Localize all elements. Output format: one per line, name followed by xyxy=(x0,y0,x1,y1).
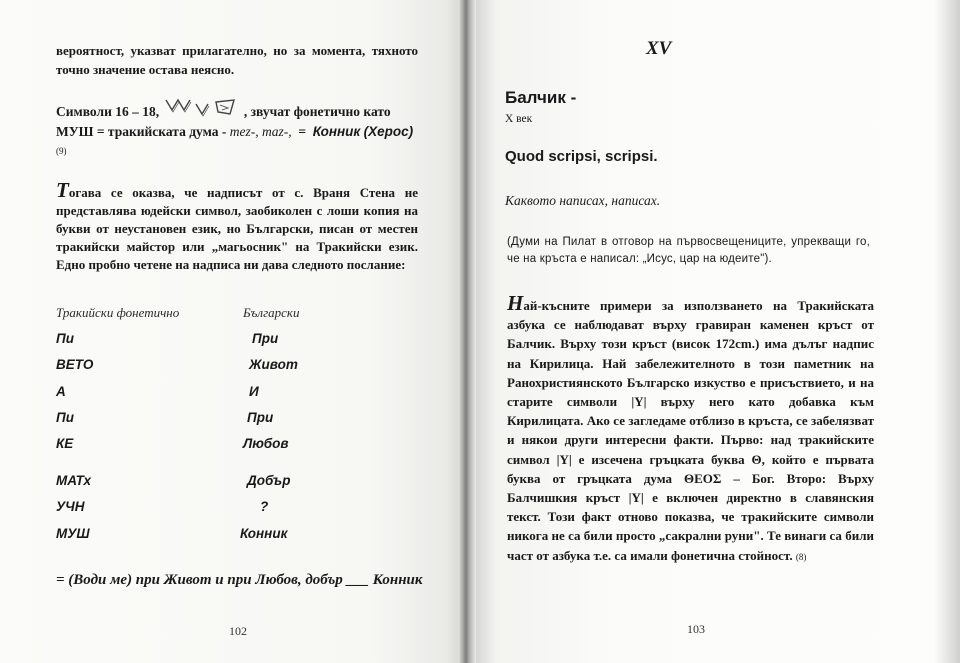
table-cell-bulgarian: И xyxy=(249,384,259,399)
rider-word: Конник xyxy=(312,124,361,139)
left-paragraph-3 xyxy=(56,178,418,274)
latin-quote: Quod scripsi, scripsi. xyxy=(505,148,658,165)
century-label: X век xyxy=(505,113,533,125)
table-cell-bulgarian: ? xyxy=(260,499,269,514)
reference-mark: (9) xyxy=(56,146,67,156)
quote-translation: Каквото написах, написах. xyxy=(505,193,661,208)
symbols-prefix: Символи 16 – 18, xyxy=(56,104,160,119)
equals-sign: = xyxy=(298,124,307,139)
reading-formula: = (Води ме) при Живот и при Любов, добър ___ Конник xyxy=(56,572,423,588)
table-cell-thracian: Пи xyxy=(56,410,74,425)
table-cell-bulgarian: При xyxy=(247,410,274,425)
paragraph-text: огава се оказва, че надписът от с. Враня Стена не представлява юдейски символ, заобиколен с лоши копия на букви от неустановен език, но Български, писан от местен тракийски майстор или „магьосник" на Тракийски език. Едно пробно четене на надписа ни дава следното послание: xyxy=(56,185,418,272)
table-cell-thracian: МУШ xyxy=(56,526,90,541)
table-cell-thracian: ВЕТО xyxy=(56,357,94,372)
table-cell-bulgarian: Живот xyxy=(249,357,298,372)
reference-mark: (8) xyxy=(795,551,807,562)
page-number-right: 103 xyxy=(687,622,705,636)
page-number-left: 102 xyxy=(229,624,247,638)
page-edge-shadow xyxy=(934,0,960,663)
left-paragraph-1: вероятност, указват прилагателно, но за момента, тяхното точно значение остава неясно. xyxy=(56,43,418,77)
dropcap: Н xyxy=(507,291,524,315)
column-header-bulgarian: Български xyxy=(243,305,300,320)
right-body-paragraph xyxy=(507,291,874,567)
table-cell-bulgarian: Конник xyxy=(240,526,288,541)
table-cell-thracian: КЕ xyxy=(56,436,74,451)
table-cell-thracian: Пи xyxy=(56,331,74,346)
table-cell-thracian: А xyxy=(56,384,66,399)
symbols-suffix: , звучат фонетично като МУШ = тракийската дума - xyxy=(56,104,391,139)
inscription-glyph-icon xyxy=(164,96,238,123)
column-header-thracian: Тракийски фонетично xyxy=(56,305,180,320)
table-cell-thracian: МАТх xyxy=(56,473,92,488)
dropcap: Т xyxy=(56,178,69,202)
symbols-paragraph xyxy=(56,96,418,160)
table-cell-bulgarian: Добър xyxy=(247,473,291,488)
section-title: Балчик - xyxy=(505,88,577,107)
paragraph-text: ай-късните примери за използването на Тракийската азбука се наблюдават върху гравиран каменен кръст от Балчик. Върху този кръст (висок 172cm.) има дълъг надпис на Кирилица. Най забележителното в този паметник на Ранохристиянското Българско изкуство е присъствието, и на старите символи |Y| върху него като добавка към Кирилицата. Ако се загледаме отблизо в кръста, се забелязват и някои други интересни факти. Първо: над тракийските символ |Y| е изсечена гръцката буква Θ, който е първата буква от гръцката дума ΘΕΟΣ – Бог. Второ: Върху Балчишкия кръст |Y| е включен директно в славянския текст. Този факт отново показва, че тракийските символи никога не са били просто „сакрални руни". Те винаги са били част от азбука т.е. са имали фонетична стойност. xyxy=(507,298,874,563)
word-maz: maz-, xyxy=(261,124,292,139)
book-spine xyxy=(458,0,476,663)
word-mez: mez-, xyxy=(229,124,259,139)
quote-note: (Думи на Пилат в отговор на първосвещениците, упрекващи го, че на кръста е написал: „Исус, цар на юдеите"). xyxy=(507,236,870,265)
table-cell-bulgarian: При xyxy=(252,331,279,346)
table-cell-thracian: УЧН xyxy=(56,499,85,514)
chapter-number: XV xyxy=(646,38,672,59)
heros-word: (Херос) xyxy=(363,124,414,139)
table-cell-bulgarian: Любов xyxy=(243,436,289,451)
